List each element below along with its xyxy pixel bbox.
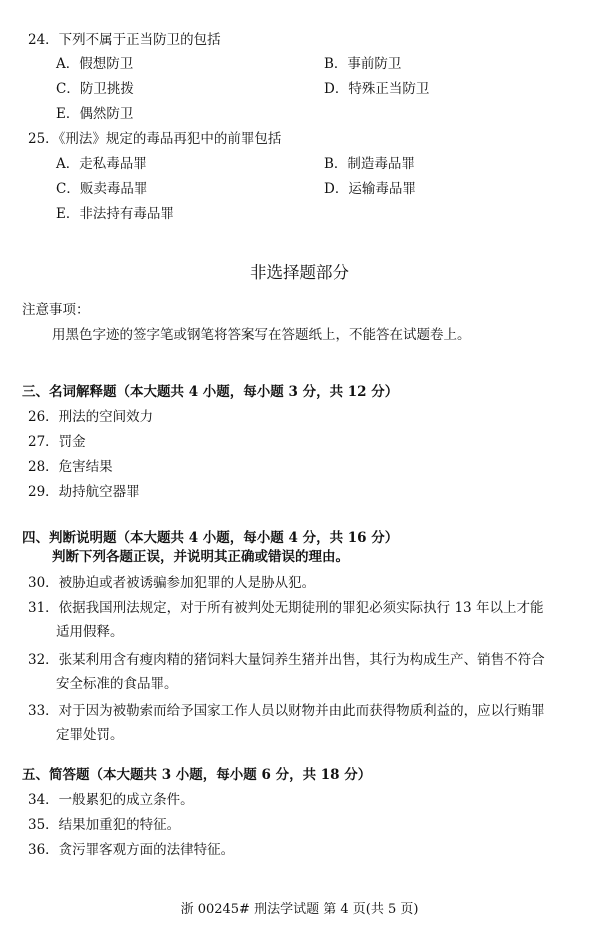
- q29: 29．劫持航空器罪: [28, 484, 140, 500]
- q36: 36．贪污罪客观方面的法律特征。: [28, 842, 235, 858]
- q32-line2: 安全标准的食品罪。: [56, 676, 178, 692]
- q24-option-d: D．特殊正当防卫: [324, 81, 430, 97]
- notice-text: 用黑色字迹的签字笔或钢笔将答案写在答题纸上，不能答在试题卷上。: [52, 327, 471, 343]
- section4-instruction: 判断下列各题正误，并说明其正确或错误的理由。: [52, 549, 349, 565]
- q25-option-d: D．运输毒品罪: [324, 181, 416, 197]
- q35: 35．结果加重犯的特征。: [28, 817, 181, 833]
- q25-option-a: A．走私毒品罪: [56, 156, 147, 172]
- q27: 27．罚金: [28, 434, 86, 450]
- section5-title: 五、简答题（本大题共 3 小题，每小题 6 分，共 18 分）: [22, 767, 372, 783]
- q25-stem: 25．《刑法》规定的毒品再犯中的前罪包括: [28, 131, 282, 147]
- q25-option-c: C．贩卖毒品罪: [56, 181, 148, 197]
- q32-line1: 32．张某利用含有瘦肉精的猪饲料大量饲养生猪并出售，其行为构成生产、销售不符合: [28, 652, 545, 668]
- q33-line2: 定罪处罚。: [56, 727, 124, 743]
- q26: 26．刑法的空间效力: [28, 409, 154, 425]
- q24-option-e: E．偶然防卫: [56, 106, 134, 122]
- q30: 30．被胁迫或者被诱骗参加犯罪的人是胁从犯。: [28, 575, 316, 591]
- q25-option-b: B．制造毒品罪: [324, 156, 415, 172]
- q34: 34．一般累犯的成立条件。: [28, 792, 194, 808]
- page-footer: 浙 00245# 刑法学试题 第 4 页(共 5 页): [180, 902, 419, 917]
- nonchoice-section-title: 非选择题部分: [250, 263, 349, 282]
- q24-option-a: A．假想防卫: [56, 56, 134, 72]
- section3-title: 三、名词解释题（本大题共 4 小题，每小题 3 分，共 12 分）: [22, 384, 399, 400]
- q24-option-b: B．事前防卫: [324, 56, 402, 72]
- q25-option-e: E．非法持有毒品罪: [56, 206, 174, 222]
- q28: 28．危害结果: [28, 459, 113, 475]
- q31-line1: 31．依据我国刑法规定，对于所有被判处无期徒刑的罪犯必须实际执行 13 年以上才能: [28, 600, 544, 616]
- q33-line1: 33．对于因为被勒索而给予国家工作人员以财物并由此而获得物质利益的，应以行贿罪: [28, 703, 545, 719]
- notice-label: 注意事项：: [22, 302, 90, 318]
- q24-stem: 24．下列不属于正当防卫的包括: [28, 32, 221, 48]
- q31-line2: 适用假释。: [56, 624, 124, 640]
- q24-option-c: C．防卫挑拨: [56, 81, 134, 97]
- section4-title: 四、判断说明题（本大题共 4 小题，每小题 4 分，共 16 分）: [22, 530, 399, 546]
